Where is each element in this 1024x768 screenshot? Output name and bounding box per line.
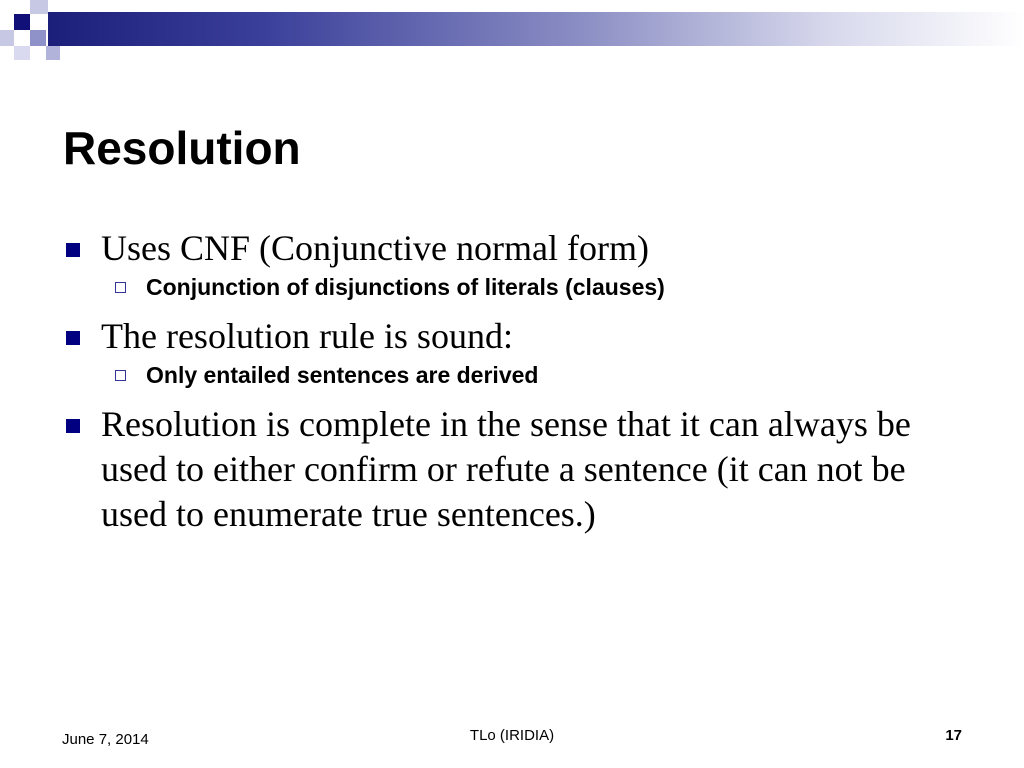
square-bullet-icon: [66, 331, 80, 345]
sub-bullet-text: Only entailed sentences are derived: [146, 362, 539, 388]
page-number: 17: [945, 727, 962, 744]
header-decor-square: [14, 14, 30, 30]
header-gradient-band: [48, 12, 1024, 46]
slide-body: [64, 226, 944, 537]
footer-author: TLo (IRIDIA): [469, 727, 555, 744]
bullet-text: The resolution rule is sound:: [101, 316, 513, 356]
sub-bullet-text: Conjunction of disjunctions of literals (clauses): [146, 274, 665, 300]
header-decor-square: [14, 46, 30, 60]
sub-bullet-item: [64, 360, 944, 390]
footer-date: June 7, 2014: [62, 731, 149, 748]
header-decor-square: [30, 0, 48, 14]
slide-title: Resolution: [63, 122, 301, 174]
square-bullet-icon: [66, 243, 80, 257]
bullet-text: Uses CNF (Conjunctive normal form): [101, 228, 649, 268]
hollow-square-bullet-icon: [115, 282, 126, 293]
bullet-item: [64, 226, 944, 271]
bullet-item: [64, 402, 944, 537]
header-decor-square: [30, 30, 46, 46]
sub-bullet-item: [64, 272, 944, 302]
bullet-text: Resolution is complete in the sense that it can always be used to either confirm or refute a sentence (it can not be used to enumerate true sentences.): [101, 404, 911, 534]
hollow-square-bullet-icon: [115, 370, 126, 381]
header-decor-square: [46, 46, 60, 60]
header-decor-square: [0, 30, 14, 46]
bullet-item: [64, 314, 944, 359]
square-bullet-icon: [66, 419, 80, 433]
